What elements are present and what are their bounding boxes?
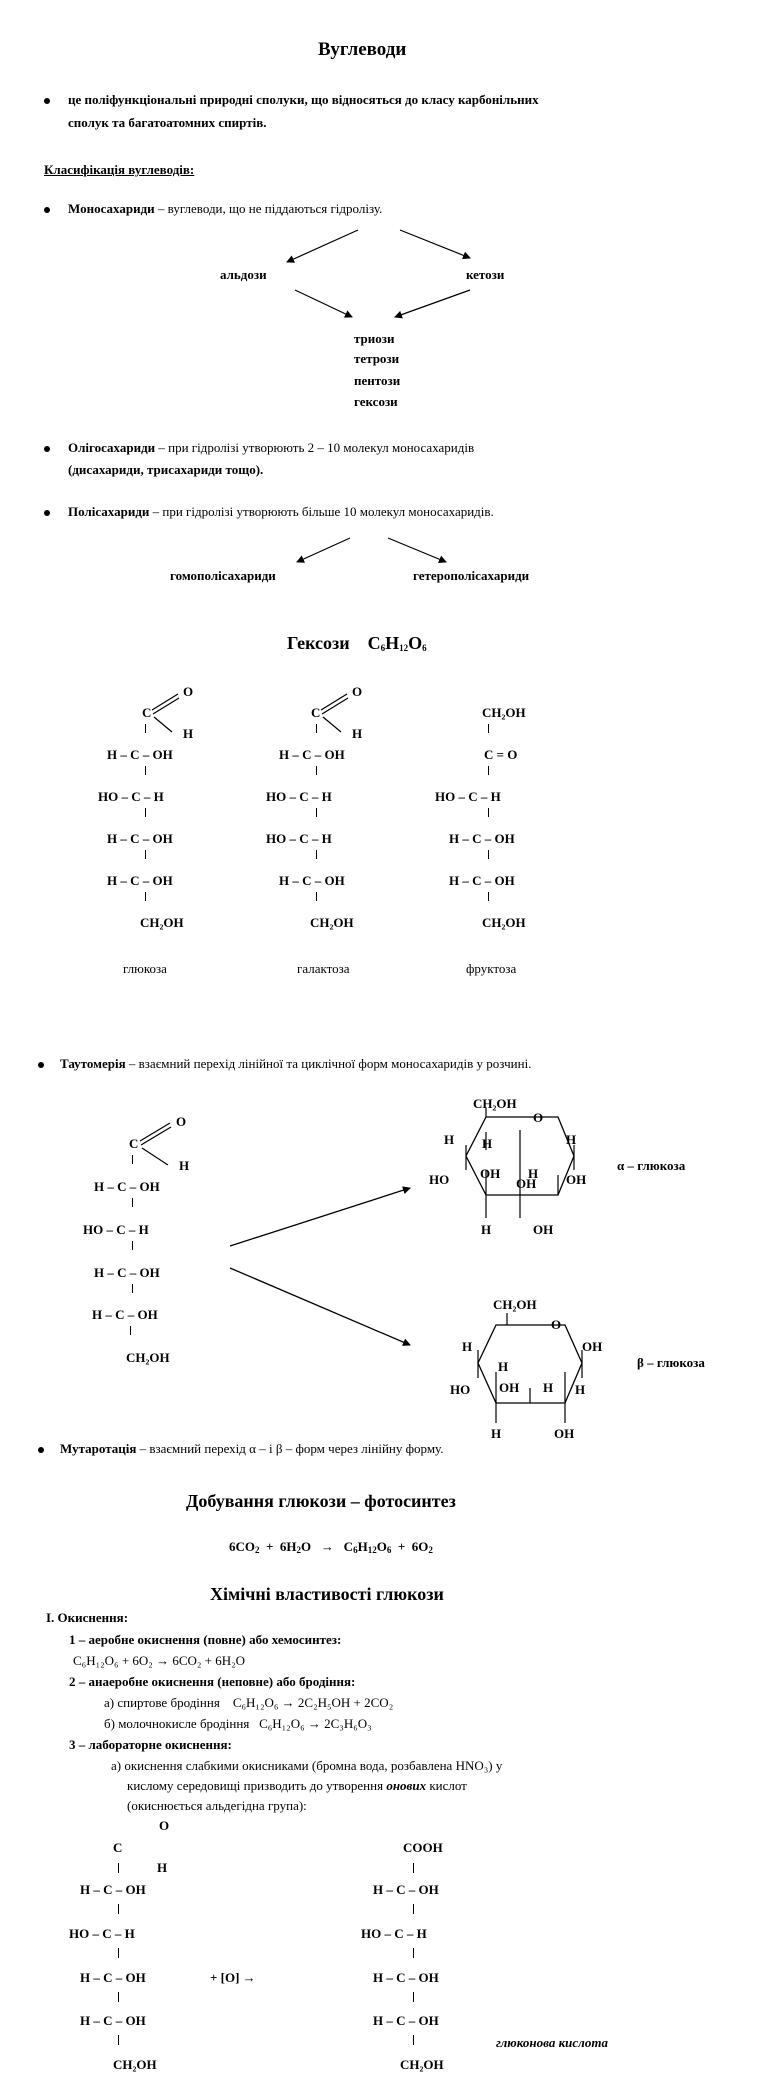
photosynthesis-equation: $6CO_2 + 6H_2O$ → $C_6H_{12}O_6 + 6O_2$ [229, 1539, 433, 1555]
oh: OH [582, 1339, 603, 1354]
hexose-formula: $C_6H_{12}O_6$ [367, 633, 427, 653]
row-c4: H – C – OH [107, 831, 173, 846]
row-c5: H – C – OH [279, 873, 345, 888]
row-c4: H – C – OH [94, 1265, 160, 1280]
mutarotation-definition [60, 1441, 444, 1457]
c1: CH₂OH [482, 705, 526, 720]
classification-heading: Класифікація вуглеводів: [44, 162, 195, 177]
h: H [528, 1166, 539, 1181]
aerobic-equation: C₆H₁₂O₆ + 6O₂ → 6CO₂ + 6H₂O [73, 1653, 246, 1668]
row-c3: HO – C – H [435, 789, 501, 804]
aldehyde-o: O [159, 1818, 170, 1833]
row-c2: H – C – OH [373, 1882, 439, 1897]
row-c2: H – C – OH [107, 747, 173, 762]
bond [118, 2035, 119, 2045]
ch2oh: CH₂OH [493, 1297, 537, 1312]
aldehyde-h: H [352, 726, 363, 741]
intro-line-1: це поліфункціональні природні сполуки, що відносяться до класу карбонільних [68, 92, 539, 107]
oxidant-arrow: + [O] → [210, 1970, 256, 1985]
glucose-name: глюкоза [123, 961, 167, 976]
c1: C [311, 705, 321, 720]
anaerobic-oxidation: 2 – анаеробне окиснення (неповне) або бродіння: [69, 1674, 356, 1689]
row-c4: HO – C – H [266, 831, 332, 846]
row-c5: H – C – OH [92, 1307, 158, 1322]
bond [413, 1863, 414, 1873]
row-c3: HO – C – H [83, 1222, 149, 1237]
row-c6: CH₂OH [400, 2057, 444, 2072]
homopolysaccharides: гомополісахариди [170, 568, 276, 583]
mutarotation-term: Мутаротація [60, 1441, 137, 1456]
photosynthesis-heading: Добування глюкози – фотосинтез [186, 1491, 456, 1511]
mutarotation-rest: – взаємний перехід α – і β – форм через лінійну форму. [136, 1441, 444, 1456]
bullet [38, 1447, 44, 1453]
lab-oxidation: 3 – лабораторне окиснення: [69, 1737, 232, 1752]
row-c6: CH₂OH [126, 1350, 170, 1365]
bond [413, 1904, 414, 1914]
h: H [566, 1132, 577, 1147]
oh: OH [566, 1172, 587, 1187]
type-trioses: триози [354, 331, 395, 346]
bond [413, 2035, 414, 2045]
row-c3: HO – C – H [98, 789, 164, 804]
row-c3: HO – C – H [266, 789, 332, 804]
oligo-line-2: (дисахариди, трисахариди тощо). [68, 462, 264, 477]
bond [118, 1992, 119, 2002]
poly-term: Полісахариди [68, 504, 150, 519]
c1: C [129, 1136, 139, 1151]
h: H [482, 1136, 493, 1151]
aldehyde-o: O [352, 684, 363, 699]
row-c3: HO – C – H [69, 1926, 135, 1941]
oh: OH [516, 1176, 537, 1191]
bond [413, 1992, 414, 2002]
page-title: Вуглеводи [318, 39, 407, 60]
tautomer-rest: – взаємний перехід лінійної та циклічної форм моносахаридів у розчині. [125, 1056, 532, 1071]
row-c6: CH₂OH [310, 915, 354, 930]
row-c6: CH₂OH [113, 2057, 157, 2072]
bond [118, 1948, 119, 1958]
ketone-group: C = O [484, 747, 518, 762]
fructose-name: фруктоза [466, 961, 517, 976]
row-c2: H – C – OH [80, 1882, 146, 1897]
h: H [491, 1426, 502, 1441]
hexoses-title: Гексози [287, 633, 350, 653]
h: H [575, 1382, 586, 1397]
row-c6: CH₂OH [140, 915, 184, 930]
ho: HO [429, 1172, 450, 1187]
row-c2: H – C – OH [279, 747, 345, 762]
cooh: COOH [403, 1840, 443, 1855]
alpha-label: α – глюкоза [617, 1158, 686, 1173]
h: H [444, 1132, 455, 1147]
bond [118, 1904, 119, 1914]
row-c5: H – C – OH [449, 873, 515, 888]
type-hexoses: гексози [354, 394, 398, 409]
h: H [481, 1222, 492, 1237]
oligo-rest: – при гідролізі утворюють 2 – 10 молекул моносахаридів [155, 440, 475, 455]
row-c4: H – C – OH [449, 831, 515, 846]
oh: OH [499, 1380, 520, 1395]
h: H [498, 1359, 509, 1374]
heteropolysaccharides: гетерополісахариди [413, 568, 530, 583]
alcohol-fermentation: а) спиртове бродіння C₆H₁₂O₆ → 2C₂H₅OH + 2CO₂ [104, 1695, 394, 1710]
c1: C [142, 705, 152, 720]
h: H [462, 1339, 473, 1354]
row-c5: H – C – OH [373, 2013, 439, 2028]
mono-term: Моносахариди [68, 201, 155, 216]
oh: OH [533, 1222, 554, 1237]
lab-oxidation-line-1: а) окиснення слабкими окисниками (бромна вода, розбавлена HNO₃) у [111, 1758, 503, 1773]
aldoses: альдози [220, 267, 267, 282]
row-c5: H – C – OH [107, 873, 173, 888]
ch2oh: CH₂OH [473, 1096, 517, 1111]
row-c2: H – C – OH [94, 1179, 160, 1194]
aldehyde-o: O [176, 1114, 187, 1129]
oh: OH [554, 1426, 575, 1441]
poly-rest: – при гідролізі утворюють більше 10 молекул моносахаридів. [149, 504, 494, 519]
ketoses: кетози [466, 267, 505, 282]
gluconic-acid-label: глюконова кислота [496, 2035, 608, 2050]
c1: C [113, 1840, 123, 1855]
aldehyde-h: H [157, 1860, 168, 1875]
chem-heading: Хімічні властивості глюкози [210, 1584, 444, 1604]
lactic-fermentation: б) молочнокисле бродіння C₆H₁₂O₆ → 2C₃H₆O₃ [104, 1716, 372, 1731]
tautomer-term: Таутомерія [60, 1056, 126, 1071]
oligo-term: Олігосахариди [68, 440, 156, 455]
type-pentoses: пентози [354, 373, 401, 388]
bond [118, 1863, 119, 1873]
row-c3: HO – C – H [361, 1926, 427, 1941]
type-tetroses: тетрози [354, 351, 400, 366]
oh: OH [480, 1166, 501, 1181]
aldehyde-o: O [183, 684, 194, 699]
ring-o: O [533, 1110, 544, 1125]
row-c4: H – C – OH [373, 1970, 439, 1985]
lab-oxidation-line-3: (окиснюється альдегідна група): [127, 1798, 307, 1813]
galactose-name: галактоза [297, 961, 350, 976]
h: H [543, 1380, 554, 1395]
row-c4: H – C – OH [80, 1970, 146, 1985]
ho: HO [450, 1382, 471, 1397]
ring-o: O [551, 1317, 562, 1332]
bond [413, 1948, 414, 1958]
aldehyde-h: H [179, 1158, 190, 1173]
row-c6: CH₂OH [482, 915, 526, 930]
section-oxidation: I. Окиснення: [46, 1610, 129, 1625]
mono-rest: – вуглеводи, що не піддаються гідролізу. [154, 201, 383, 216]
intro-line-2: сполук та багатоатомних спиртів. [68, 115, 267, 130]
lab-oxidation-line-2: кислому середовищі призводить до утворення онових кислот [127, 1778, 467, 1793]
beta-label: β – глюкоза [637, 1355, 705, 1370]
row-c5: H – C – OH [80, 2013, 146, 2028]
aldehyde-h: H [183, 726, 194, 741]
aerobic-oxidation: 1 – аеробне окиснення (повне) або хемосинтез: [69, 1632, 342, 1647]
